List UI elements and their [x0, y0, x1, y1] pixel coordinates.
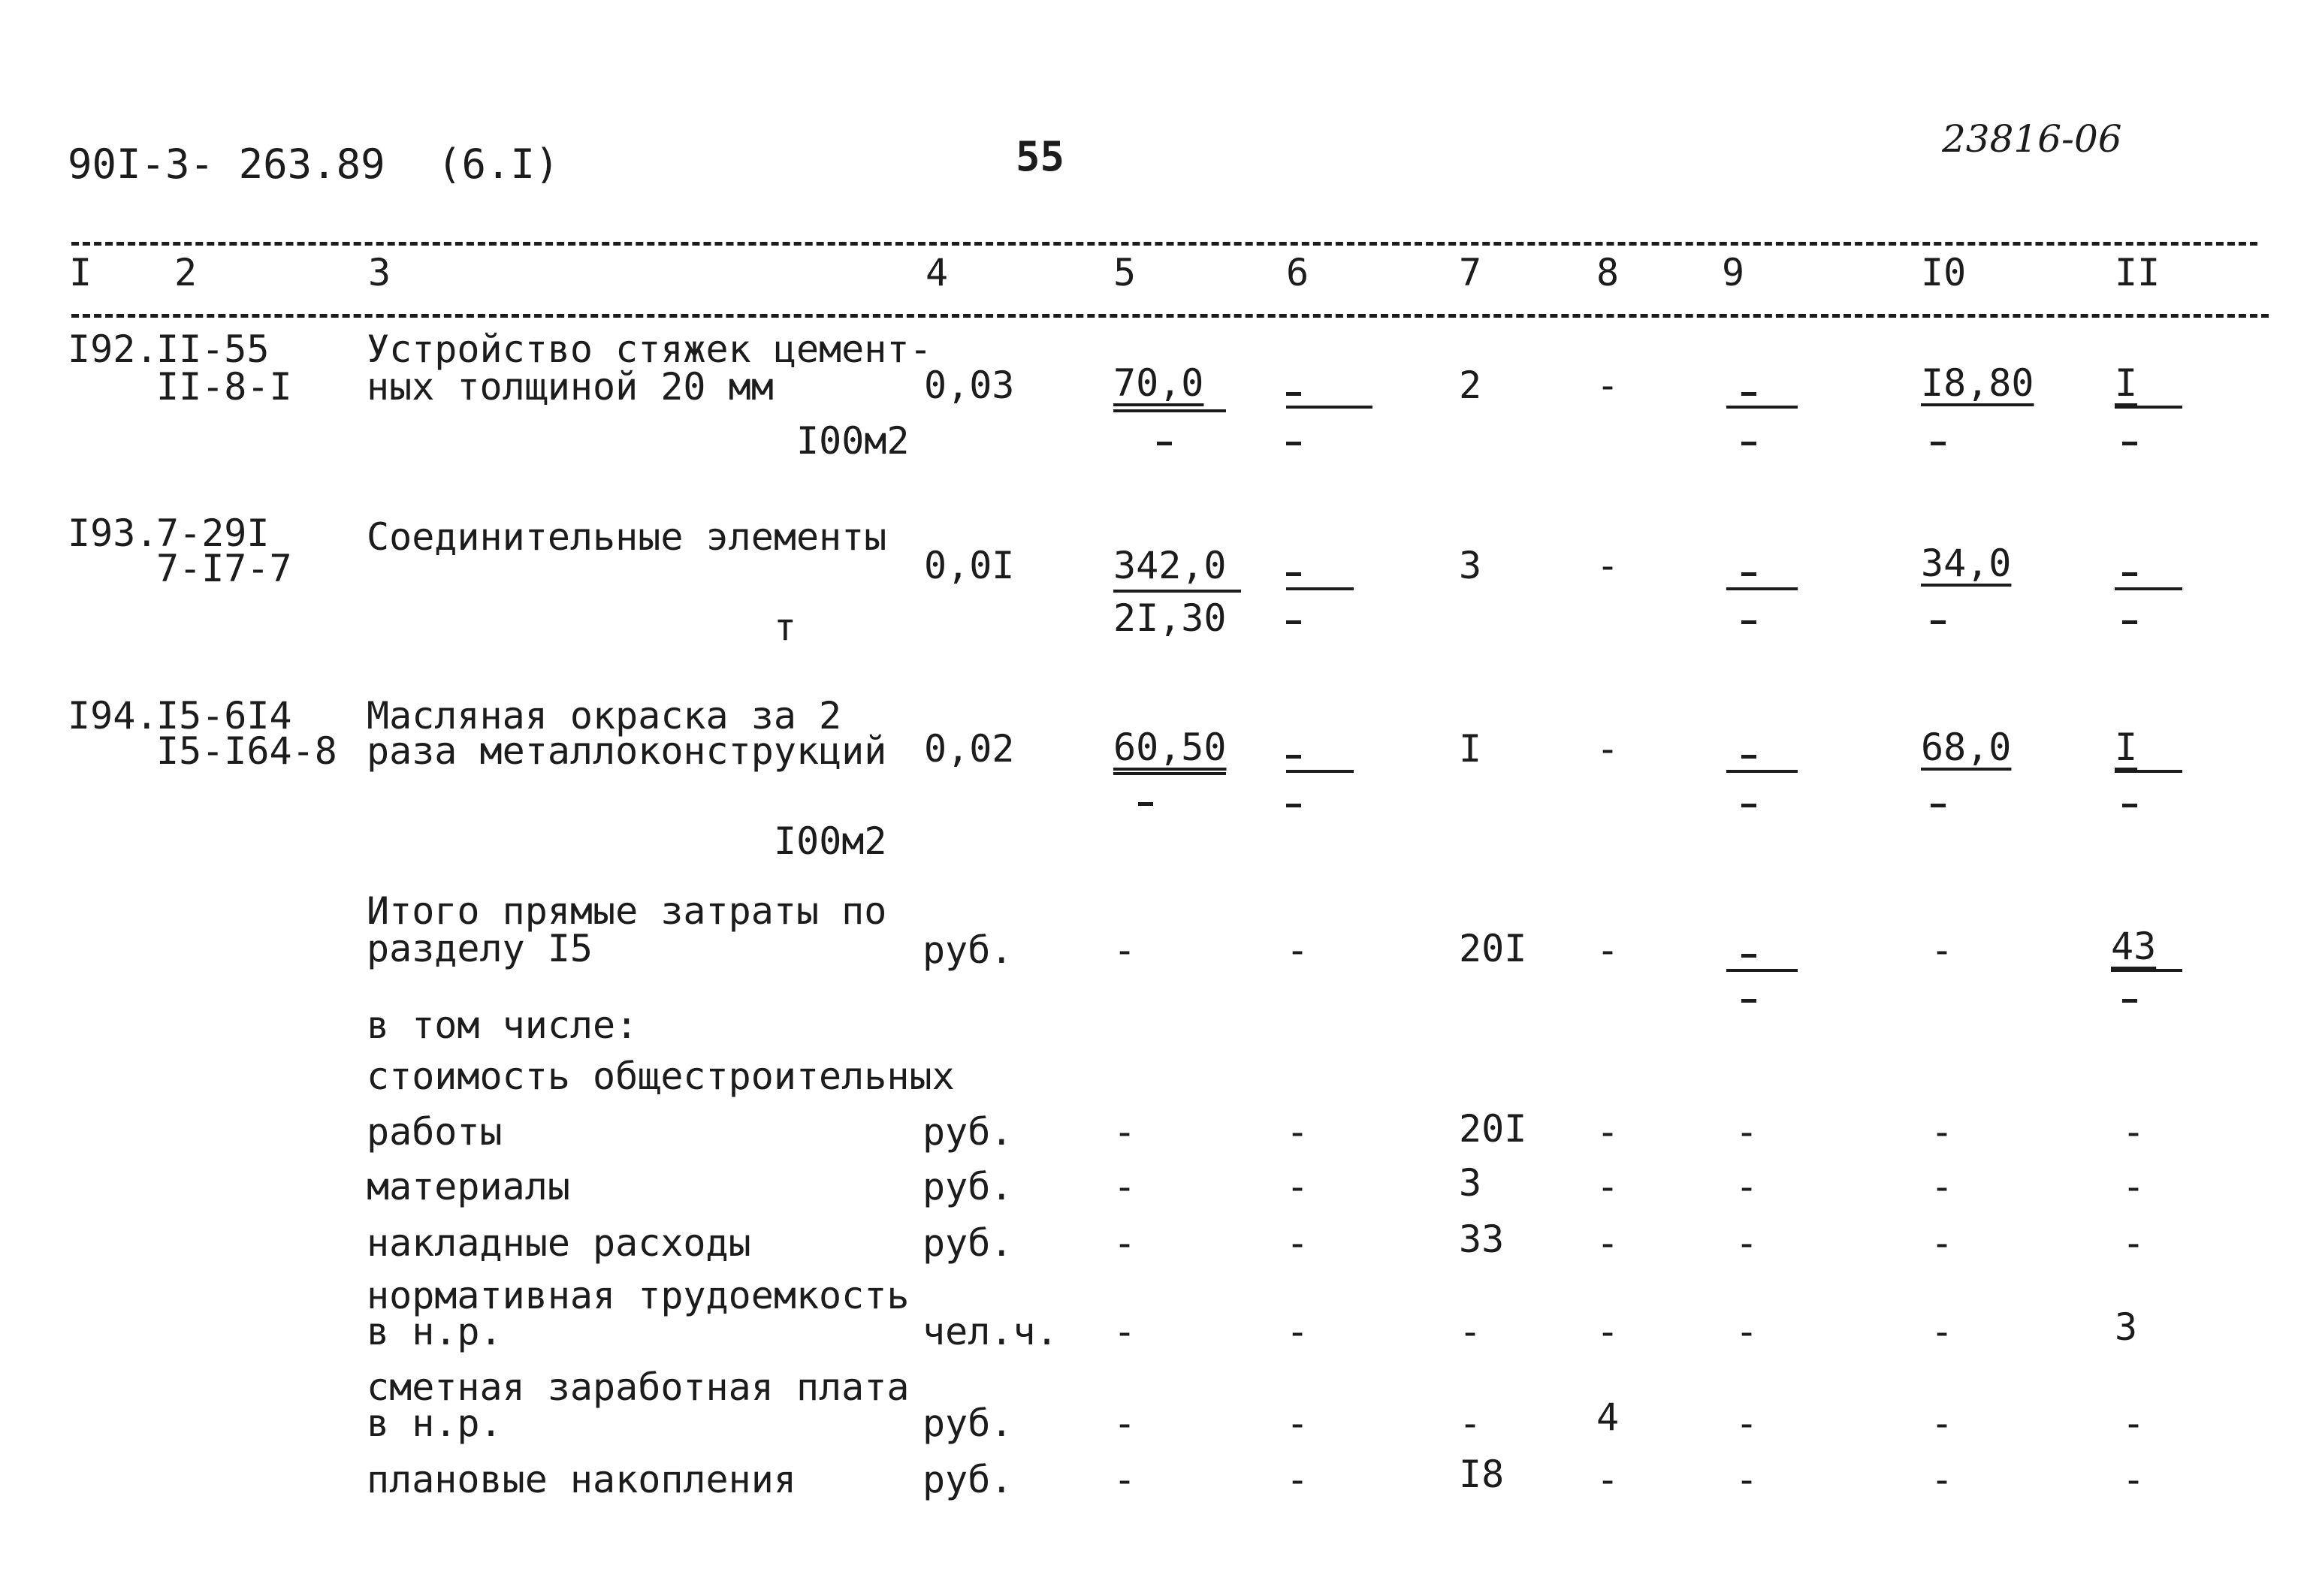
- col-header-6: 6: [1286, 251, 1309, 294]
- row-number: I92.: [68, 327, 159, 371]
- col-8-value: -: [1596, 1221, 1620, 1265]
- dash-mark: [1741, 392, 1756, 396]
- col-header-8: 8: [1596, 251, 1620, 294]
- summary-label: в н.р.: [367, 1401, 503, 1445]
- section-number: (6.I): [437, 140, 560, 188]
- total-cost: 2: [1459, 364, 1482, 407]
- col-5-value: -: [1113, 928, 1137, 972]
- fraction-line: [1286, 587, 1354, 590]
- col-10-value: -: [1931, 1401, 1954, 1445]
- dash-mark: [1741, 755, 1756, 759]
- work-description: ных толщиной 20 мм: [367, 365, 774, 409]
- total-cost: 20I: [1459, 1107, 1527, 1151]
- col-10-value: -: [1931, 1310, 1954, 1353]
- dash-mark: [1931, 442, 1946, 445]
- col-11-value: -: [2122, 1221, 2145, 1265]
- summary-label: накладные расходы: [367, 1221, 751, 1265]
- unit-of-measure: руб.: [922, 1401, 1013, 1445]
- fraction-line: [1726, 587, 1798, 590]
- col-11-value: -: [2122, 1401, 2145, 1445]
- summary-label: сметная заработная плата: [367, 1365, 910, 1409]
- col-9-value: -: [1735, 1310, 1759, 1353]
- col-8-value: -: [1596, 1458, 1620, 1501]
- unit-of-measure: чел.ч.: [922, 1310, 1058, 1353]
- dash-mark: [1741, 620, 1756, 624]
- fraction-line: [2115, 406, 2182, 409]
- col-8-value: -: [1596, 1110, 1620, 1154]
- col-header-5: 5: [1113, 251, 1137, 294]
- header-bottom-divider: [71, 314, 2269, 318]
- col-9-value: -: [1735, 1221, 1759, 1265]
- price-code: I5-I64-8: [156, 729, 337, 773]
- summary-label: в н.р.: [367, 1310, 503, 1353]
- work-description: Соединительные элементы: [367, 515, 887, 559]
- col-6-value: -: [1286, 1221, 1309, 1265]
- work-description: Устройство стяжек цемент-: [367, 327, 932, 371]
- col-5-value: -: [1113, 1310, 1137, 1353]
- dash-mark: [1931, 620, 1946, 624]
- col-9-value: -: [1735, 1458, 1759, 1501]
- norm-code: II-55: [156, 327, 270, 371]
- col-8-value: -: [1596, 1310, 1620, 1353]
- dash-mark: [1741, 999, 1756, 1003]
- general-construction-label: стоимость общестроительных: [367, 1054, 955, 1098]
- dash-mark: [1286, 572, 1301, 576]
- price-code: 7-I7-7: [156, 547, 292, 590]
- dash-mark: [1741, 804, 1756, 807]
- total-label: разделу I5: [367, 927, 593, 970]
- col-header-4: 4: [926, 251, 949, 294]
- fraction-line: [1726, 770, 1798, 773]
- col-11-value: -: [2122, 1458, 2145, 1501]
- work-description: раза металлоконструкций: [367, 729, 887, 773]
- dash-mark: [2122, 999, 2137, 1003]
- unit-of-measure: руб.: [922, 1110, 1013, 1154]
- page-number: 55: [1016, 133, 1065, 180]
- unit-of-measure: I00м2: [796, 419, 910, 463]
- col-6-value: -: [1286, 1458, 1309, 1501]
- col-header-7: 7: [1459, 251, 1482, 294]
- total-cost: 33: [1459, 1217, 1505, 1261]
- col-11-value: -: [2122, 1165, 2145, 1208]
- col-8-value: -: [1596, 544, 1620, 587]
- labor-total: I: [2115, 361, 2138, 405]
- col-8-value: -: [1596, 727, 1620, 771]
- fraction-line: [1286, 406, 1372, 409]
- dash-mark: [1286, 442, 1301, 445]
- dash-mark: [2122, 442, 2137, 445]
- col-header-11: II: [2115, 251, 2161, 294]
- dash-mark: [1286, 804, 1301, 807]
- quantity: 0,0I: [924, 544, 1015, 587]
- total-cost: I8: [1459, 1453, 1505, 1496]
- dash-mark: [1138, 802, 1153, 806]
- col-5-value: -: [1113, 1221, 1137, 1265]
- header-top-divider: [71, 242, 2257, 246]
- fraction-line: [1113, 409, 1226, 412]
- including-label: в том числе:: [367, 1003, 639, 1047]
- col-header-10: I0: [1921, 251, 1967, 294]
- summary-label: плановые накопления: [367, 1458, 796, 1501]
- col-6-value: -: [1286, 1310, 1309, 1353]
- dash-mark: [1157, 442, 1172, 445]
- col-8-value: -: [1596, 364, 1620, 407]
- col-7-value: -: [1459, 1310, 1482, 1353]
- dash-mark: [1286, 392, 1301, 396]
- fraction-line: [2111, 969, 2182, 972]
- col-5-value: -: [1113, 1110, 1137, 1154]
- document-code: 90I-3- 263.89: [68, 140, 385, 188]
- unit-of-measure: I00м2: [774, 819, 887, 863]
- work-description: Масляная окраска за 2: [367, 694, 842, 738]
- total-cost: 20I: [1459, 927, 1527, 970]
- total-cost: 3: [1459, 544, 1482, 587]
- col-6-value: -: [1286, 1165, 1309, 1208]
- fraction-line: [2115, 587, 2182, 590]
- unit-cost: 342,0: [1113, 544, 1227, 587]
- col-5-value: -: [1113, 1165, 1137, 1208]
- col-header-2: 2: [174, 251, 198, 294]
- col-header-1: I: [69, 251, 92, 294]
- col-header-3: 3: [368, 251, 391, 294]
- dash-mark: [1286, 755, 1301, 759]
- col-8-value: -: [1596, 1165, 1620, 1208]
- col-6-value: -: [1286, 1110, 1309, 1154]
- norm-code: I5-6I4: [156, 694, 292, 738]
- col-5-value: -: [1113, 1458, 1137, 1501]
- archive-number: 23816-06: [1942, 117, 2122, 161]
- unit-of-measure: т: [774, 605, 797, 649]
- dash-mark: [1286, 620, 1301, 624]
- unit-of-measure: руб.: [922, 1165, 1013, 1208]
- col-9-value: -: [1735, 1165, 1759, 1208]
- price-code: II-8-I: [156, 365, 292, 409]
- fraction-line: [2115, 770, 2182, 773]
- summary-label: работы: [367, 1110, 503, 1154]
- unit-cost: 70,0: [1113, 361, 1204, 405]
- norm-code: 7-29I: [156, 511, 270, 555]
- dash-mark: [2122, 620, 2137, 624]
- col-8-value: -: [1596, 928, 1620, 972]
- summary-label: нормативная трудоемкость: [367, 1274, 910, 1317]
- quantity: 0,02: [924, 727, 1015, 771]
- col-header-9: 9: [1722, 251, 1745, 294]
- fraction-line: [1726, 406, 1798, 409]
- labor-hours: 34,0: [1921, 542, 2012, 585]
- dash-mark: [1931, 804, 1946, 807]
- col-10-value: -: [1931, 1221, 1954, 1265]
- col-9-value: -: [1735, 1110, 1759, 1154]
- col-5-value: -: [1113, 1401, 1137, 1445]
- row-number: I94.: [68, 694, 159, 738]
- unit-of-measure: руб.: [922, 928, 1013, 972]
- labor-hours: 68,0: [1921, 726, 2012, 769]
- labor-total: 3: [2115, 1305, 2138, 1349]
- total-label: Итого прямые затраты по: [367, 889, 887, 933]
- col-10-value: -: [1931, 928, 1954, 972]
- dash-mark: [1741, 572, 1756, 576]
- unit-of-measure: руб.: [922, 1458, 1013, 1501]
- labor-total: I: [2115, 726, 2138, 769]
- dash-mark: [2122, 572, 2137, 576]
- fraction-line: [1113, 590, 1241, 593]
- unit-cost: 60,50: [1113, 726, 1227, 769]
- fraction-line: [1726, 969, 1798, 972]
- col-11-value: -: [2122, 1110, 2145, 1154]
- col-8-value: 4: [1596, 1395, 1620, 1439]
- total-cost: I: [1459, 727, 1482, 771]
- unit-of-measure: руб.: [922, 1221, 1013, 1265]
- labor-total: 43: [2111, 925, 2157, 968]
- col-6-value: -: [1286, 928, 1309, 972]
- col-9-value: -: [1735, 1401, 1759, 1445]
- total-cost: 3: [1459, 1161, 1482, 1205]
- col-10-value: -: [1931, 1165, 1954, 1208]
- labor-hours: I8,80: [1921, 361, 2034, 405]
- summary-label: материалы: [367, 1165, 570, 1208]
- quantity: 0,03: [924, 364, 1015, 407]
- fraction-line: [1286, 770, 1354, 773]
- unit-cost-wages: 2I,30: [1113, 596, 1227, 640]
- col-10-value: -: [1931, 1110, 1954, 1154]
- dash-mark: [2122, 804, 2137, 807]
- dash-mark: [1741, 954, 1756, 958]
- row-number: I93.: [68, 511, 159, 555]
- col-7-value: -: [1459, 1401, 1482, 1445]
- col-6-value: -: [1286, 1401, 1309, 1445]
- col-10-value: -: [1931, 1458, 1954, 1501]
- fraction-line: [1113, 772, 1226, 775]
- dash-mark: [1741, 442, 1756, 445]
